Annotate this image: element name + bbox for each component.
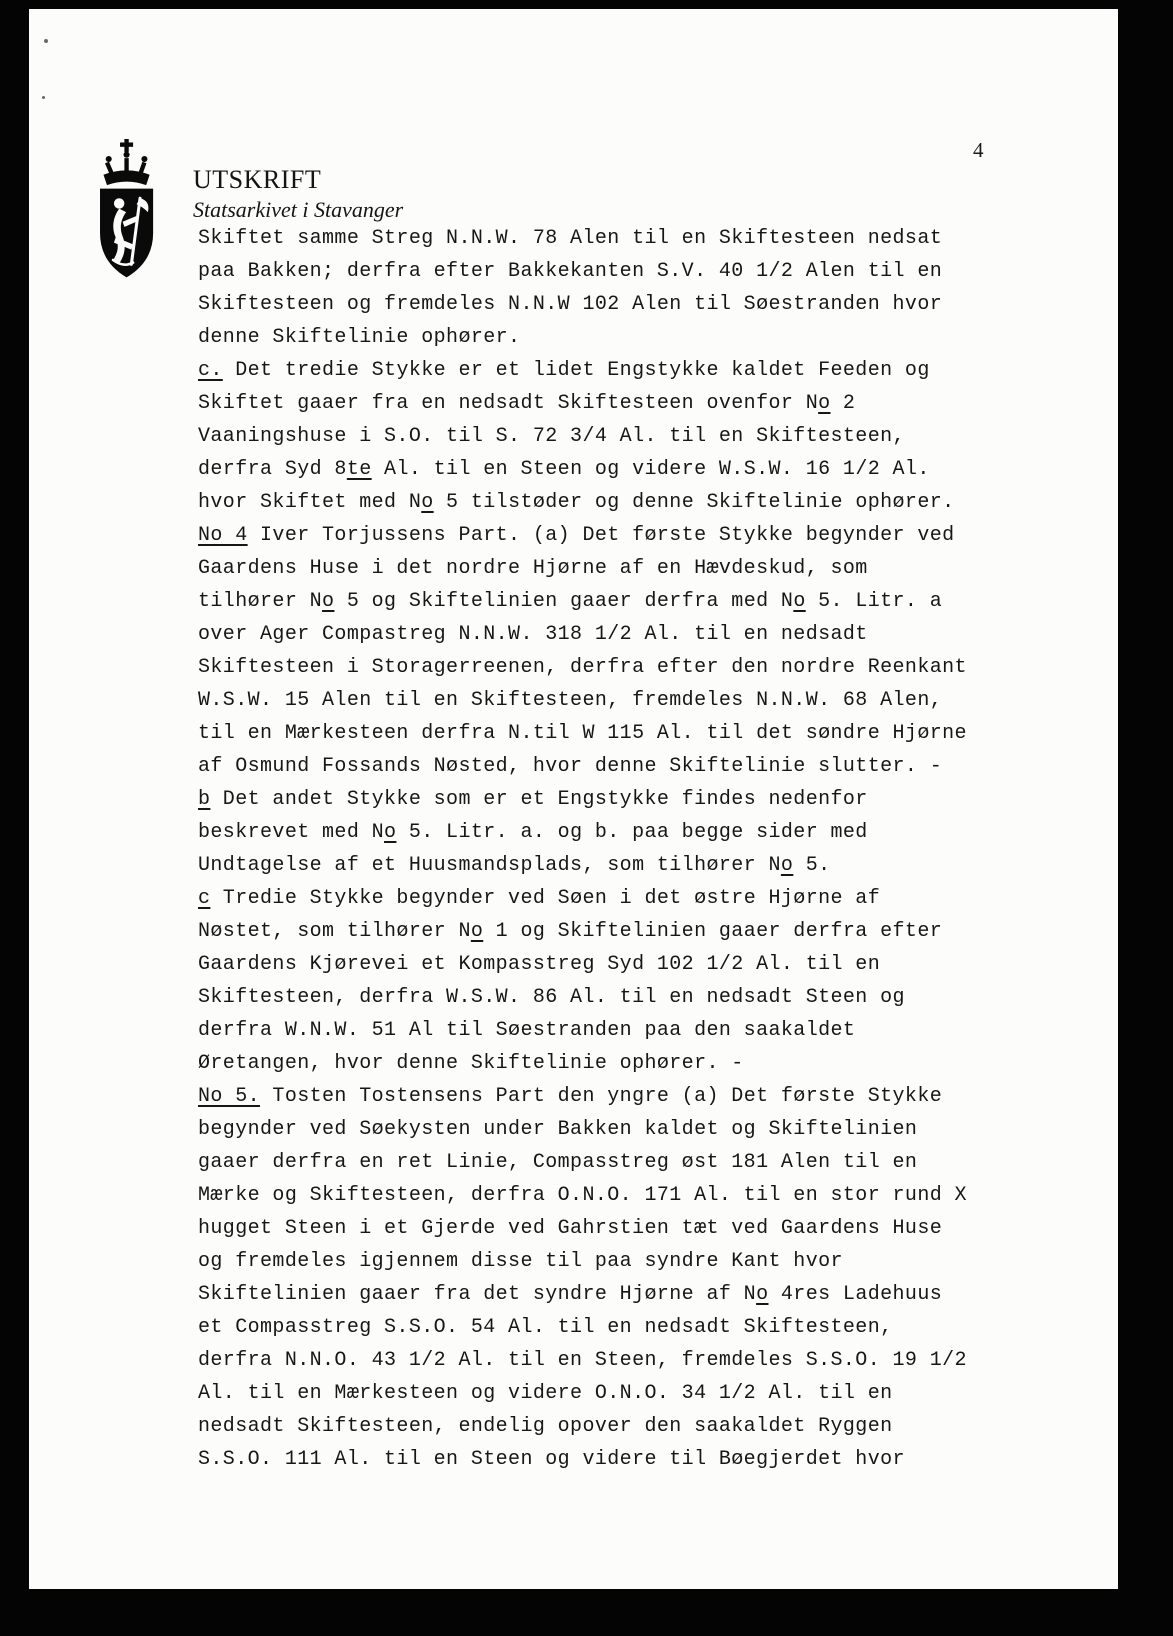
- document-line: derfra W.N.W. 51 Al til Søestranden paa den saakaldet: [198, 1019, 856, 1042]
- document-line: Nøstet, som tilhører No 1 og Skiftelinien gaaer derfra efter: [198, 920, 943, 943]
- document-line: Øretangen, hvor denne Skiftelinie ophører. -: [198, 1052, 744, 1075]
- document-line: derfra N.N.O. 43 1/2 Al. til en Steen, fremdeles S.S.O. 19 1/2: [198, 1349, 967, 1372]
- document-line: Skiftesteen i Storagerreenen, derfra efter den nordre Reenkant: [198, 656, 967, 679]
- scan-speck: [44, 39, 48, 43]
- document-line: et Compasstreg S.S.O. 54 Al. til en nedsadt Skiftesteen,: [198, 1316, 893, 1339]
- document-line: Vaaningshuse i S.O. til S. 72 3/4 Al. til en Skiftesteen,: [198, 425, 905, 448]
- document-line: beskrevet med No 5. Litr. a. og b. paa begge sider med: [198, 821, 868, 844]
- document-line: c Tredie Stykke begynder ved Søen i det østre Hjørne af: [198, 887, 881, 910]
- document-line: gaaer derfra en ret Linie, Compasstreg øst 181 Alen til en: [198, 1151, 918, 1174]
- document-line: No 5. Tosten Tostensens Part den yngre (a) Det første Stykke: [198, 1085, 943, 1108]
- document-line: begynder ved Søekysten under Bakken kaldet og Skiftelinien: [198, 1118, 918, 1141]
- document-line: c. Det tredie Stykke er et lidet Engstykke kaldet Feeden og: [198, 359, 930, 382]
- document-line: b Det andet Stykke som er et Engstykke findes nedenfor: [198, 788, 868, 811]
- document-line: S.S.O. 111 Al. til en Steen og videre til Bøegjerdet hvor: [198, 1448, 905, 1471]
- document-line: W.S.W. 15 Alen til en Skiftesteen, fremdeles N.N.W. 68 Alen,: [198, 689, 943, 712]
- document-line: Skiftet samme Streg N.N.W. 78 Alen til en Skiftesteen nedsat: [198, 227, 943, 250]
- document-line: No 4 Iver Torjussens Part. (a) Det første Stykke begynder ved: [198, 524, 955, 547]
- document-line: derfra Syd 8te Al. til en Steen og videre W.S.W. 16 1/2 Al.: [198, 458, 930, 481]
- document-line: tilhører No 5 og Skiftelinien gaaer derfra med No 5. Litr. a: [198, 590, 943, 613]
- document-line: af Osmund Fossands Nøsted, hvor denne Skiftelinie slutter. -: [198, 755, 943, 778]
- document-line: hvor Skiftet med No 5 tilstøder og denne Skiftelinie ophører.: [198, 491, 955, 514]
- page-number: 4: [973, 138, 984, 162]
- document-line: og fremdeles igjennem disse til paa syndre Kant hvor: [198, 1250, 843, 1273]
- archive-name: Statsarkivet i Stavanger: [193, 197, 404, 222]
- document-lines: [198, 222, 1058, 1476]
- document-line: nedsadt Skiftesteen, endelig opover den saakaldet Ryggen: [198, 1415, 893, 1438]
- document-line: over Ager Compastreg N.N.W. 318 1/2 Al. til en nedsadt: [198, 623, 868, 646]
- document-line: Skiftesteen og fremdeles N.N.W 102 Alen til Søestranden hvor: [198, 293, 943, 316]
- document-line: til en Mærkesteen derfra N.til W 115 Al. til det søndre Hjørne: [198, 722, 967, 745]
- document-line: Skiftesteen, derfra W.S.W. 86 Al. til en nedsadt Steen og: [198, 986, 905, 1009]
- document-line: paa Bakken; derfra efter Bakkekanten S.V. 40 1/2 Alen til en: [198, 260, 943, 283]
- coat-of-arms-svg: [87, 139, 167, 287]
- document-line: Gaardens Huse i det nordre Hjørne af en Hævdeskud, som: [198, 557, 868, 580]
- document-line: denne Skiftelinie ophører.: [198, 326, 521, 349]
- document-line: Skiftet gaaer fra en nedsadt Skiftesteen ovenfor No 2: [198, 392, 856, 415]
- document-line: hugget Steen i et Gjerde ved Gahrstien tæt ved Gaardens Huse: [198, 1217, 943, 1240]
- scan-speck: [42, 96, 45, 99]
- document-line: Undtagelse af et Huusmandsplads, som tilhører No 5.: [198, 854, 831, 877]
- document-line: Skiftelinien gaaer fra det syndre Hjørne af No 4res Ladehuus: [198, 1283, 943, 1306]
- document-line: Al. til en Mærkesteen og videre O.N.O. 34 1/2 Al. til en: [198, 1382, 893, 1405]
- coat-of-arms-icon: [87, 139, 167, 287]
- document-line: Gaardens Kjørevei et Kompasstreg Syd 102 1/2 Al. til en: [198, 953, 881, 976]
- paper: [29, 9, 1118, 1589]
- page-title: UTSKRIFT: [193, 165, 322, 194]
- document-line: Mærke og Skiftesteen, derfra O.N.O. 171 Al. til en stor rund X: [198, 1184, 967, 1207]
